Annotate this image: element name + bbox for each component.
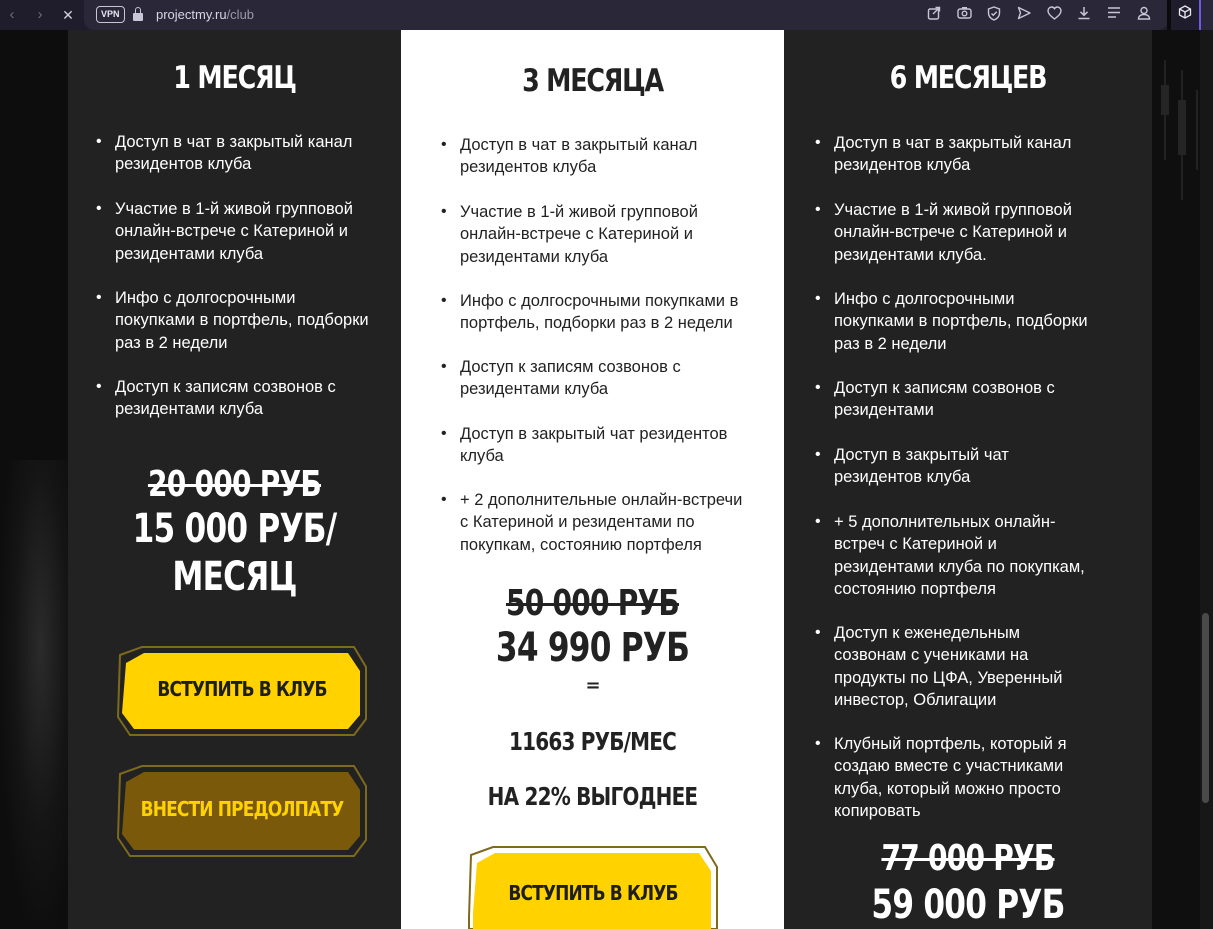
stop-loading-button[interactable]: ✕ [62, 7, 74, 23]
camera-icon[interactable] [956, 6, 972, 24]
sidebar-panel-edge [1199, 0, 1213, 30]
browser-toolbar [0, 0, 1213, 30]
vpn-badge[interactable]: VPN [96, 6, 125, 23]
price-line-2: МЕСЯЦ [172, 554, 297, 600]
toolbar-divider [1167, 0, 1171, 30]
extension-cube-icon[interactable] [1173, 4, 1197, 26]
background-decoration-left [0, 460, 68, 929]
feature-item: • Доступ в закрытый чат резидентов клуба [460, 423, 727, 468]
menu-icon[interactable] [1106, 6, 1122, 24]
scrollbar-thumb[interactable] [1202, 613, 1209, 803]
equals-sign: = [585, 675, 600, 696]
plan-card-6-months [784, 30, 1152, 929]
feature-item: • Доступ к еженедельным созвонам с учениками на продукты по ЦФА, Уверенный инвестор, Облигации [834, 622, 1062, 711]
savings-note: НА 22% ВЫГОДНЕЕ [487, 782, 698, 811]
url-path: /club [226, 7, 255, 22]
old-price: 50 000 РУБ [505, 583, 680, 624]
download-icon[interactable] [1076, 6, 1092, 24]
url-domain: projectmy.ru [156, 7, 227, 22]
plan-title: 3 МЕСЯЦА [522, 63, 663, 99]
join-club-label: ВСТУПИТЬ В КЛУБ [157, 677, 327, 701]
join-club-button[interactable] [116, 645, 368, 737]
feature-item: • Участие в 1-й живой групповой онлайн-встрече с Катериной и резидентами клуба [460, 201, 698, 268]
lock-icon[interactable] [133, 7, 143, 21]
heart-icon[interactable] [1046, 6, 1062, 24]
feature-item: • Доступ в чат в закрытый канал резидентов клуба [115, 131, 352, 176]
feature-item: • + 2 дополнительные онлайн-встречи с Катериной и резидентами по покупкам, состоянию портфеля [460, 489, 742, 556]
plan-title: 1 МЕСЯЦ [173, 60, 296, 96]
monthly-price: 11663 РУБ/МЕС [508, 727, 676, 756]
share-icon[interactable] [926, 6, 942, 24]
feature-item: • Инфо с долгосрочными покупками в портфель, подборки раз в 2 недели [834, 288, 1088, 355]
plan-card-3-months [401, 30, 784, 929]
forward-button[interactable]: › [37, 6, 43, 23]
plan-title: 6 МЕСЯЦЕВ [889, 60, 1047, 96]
profile-icon[interactable] [1136, 6, 1152, 24]
feature-item: • Доступ к записям созвонов с резидентами клуба [115, 376, 336, 421]
plan-card-1-month [68, 30, 401, 929]
price-line-1: 15 000 РУБ/ [132, 506, 337, 552]
feature-item: • Клубный портфель, который я создаю вместе с участниками клуба, который можно просто копировать [834, 733, 1067, 822]
feature-item: • + 5 дополнительных онлайн- встреч с Катериной и резидентами клуба по покупкам, состоянию портфеля [834, 511, 1085, 600]
prepay-button[interactable] [116, 764, 368, 858]
background-decoration-right [1152, 30, 1200, 929]
feature-item: • Участие в 1-й живой групповой онлайн-встрече с Катериной и резидентами клуба. [834, 199, 1072, 266]
feature-item: • Инфо с долгосрочными покупками в портфель, подборки раз в 2 недели [115, 287, 369, 354]
price: 59 000 РУБ [871, 882, 1065, 928]
price: 34 990 РУБ [495, 625, 690, 671]
feature-item: • Участие в 1-й живой групповой онлайн-встрече с Катериной и резидентами клуба [115, 198, 353, 265]
feature-item: • Инфо с долгосрочными покупками в портфель, подборки раз в 2 недели [460, 290, 738, 335]
feature-item: • Доступ в чат в закрытый канал резидентов клуба [834, 132, 1071, 177]
join-club-label: ВСТУПИТЬ В КЛУБ [508, 881, 678, 905]
join-club-button[interactable] [467, 845, 719, 929]
feature-item: • Доступ к записям созвонов с резидентами клуба [460, 356, 681, 401]
feature-item: • Доступ в закрытый чат резидентов клуба [834, 444, 1009, 489]
send-icon[interactable] [1016, 6, 1032, 24]
back-button[interactable]: ‹ [9, 6, 15, 23]
prepay-label: ВНЕСТИ ПРЕДОЛПАТУ [140, 797, 344, 821]
feature-item: • Доступ к записям созвонов с резидентами [834, 377, 1055, 422]
old-price: 77 000 РУБ [881, 838, 1055, 879]
feature-item: • Доступ в чат в закрытый канал резидентов клуба [460, 134, 697, 179]
url-text[interactable] [156, 7, 254, 22]
shield-icon[interactable] [986, 6, 1002, 24]
old-price: 20 000 РУБ [147, 464, 322, 505]
